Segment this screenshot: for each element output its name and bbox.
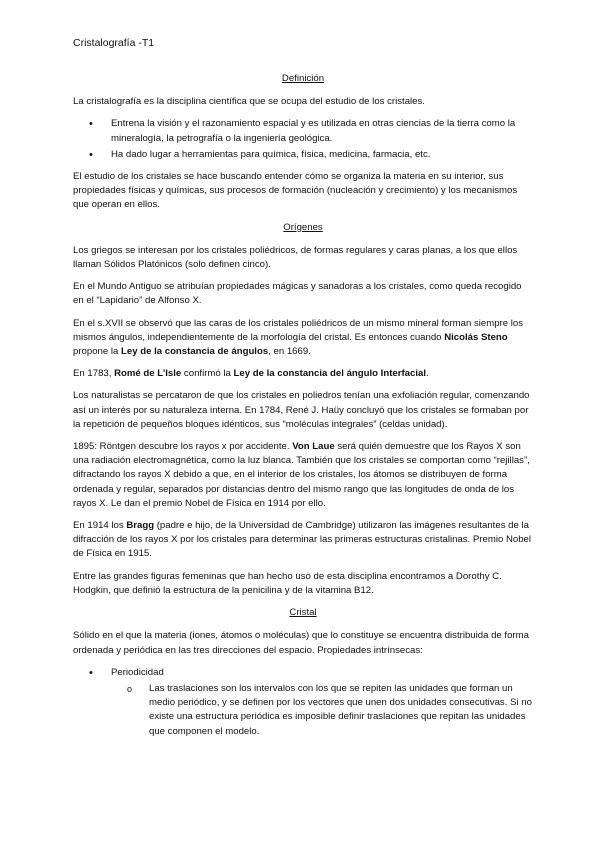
sub-list-item: o Las traslaciones son los intervalos con los que se repiten las unidades que forman un medio periódico, y se definen por los vectores que unen dos unidades consecutivas. Si no existe una estructura periódica es imposible definir traslaciones que repitan las unidades que componen el modelo. xyxy=(149,682,533,739)
paragraph: Entre las grandes figuras femeninas que han hecho uso de esta disciplina encontramos a Dorothy C. Hodgkin, que definió la estructura de la penicilina y de la vitamina B12. xyxy=(73,570,502,596)
bold-text: Von Laue xyxy=(292,441,335,453)
paragraph xyxy=(73,440,533,511)
text-run: En 1783, xyxy=(73,368,115,380)
text-run: propone la xyxy=(73,346,122,358)
sub-list xyxy=(111,682,533,739)
text-run: confirmó la xyxy=(181,368,234,380)
list-item: • Ha dado lugar a herramientas para química, física, medicina, farmacia, etc. xyxy=(111,148,533,162)
paragraph xyxy=(73,317,533,360)
bold-text: Romé de L’Isle xyxy=(114,368,182,380)
text-run: , en 1669. xyxy=(268,346,311,358)
paragraph: En el Mundo Antiguo se atribuían propiedades mágicas y sanadoras a los cristales, como queda recogido en el “Lapidario” de Alfonso X. xyxy=(73,281,522,307)
paragraph: Los griegos se interesan por los cristales poliédricos, de formas regulares y caras planas, a los que ellos llaman Sólidos Platónicos (solo definen cinco). xyxy=(73,244,518,271)
document-header-title: Cristalografía -T1 xyxy=(73,37,155,49)
list-item xyxy=(111,666,533,739)
section-heading-definicion: Definición xyxy=(281,73,325,84)
paragraph: Sólido en el que la materia (iones, átomos o moléculas) que lo constituye se encuentra distribuida de forma ordenada y periódica en las tres direcciones del espacio. Propiedades intrínsecas: xyxy=(73,630,529,656)
list-item: • Entrena la visión y el razonamiento espacial y es utilizada en otras ciencias de la tierra como la mineralogía, la petrografía o la ingeniería geológica. xyxy=(111,117,533,145)
text-run: . xyxy=(426,368,429,380)
bold-text: Nicolás Steno xyxy=(444,331,508,343)
section-heading-cristal: Cristal xyxy=(289,607,317,619)
paragraph: Los naturalistas se percataron de que los cristales en poliedros tenían una exfoliación regular, comenzando así un interés por su naturaleza interna. En 1784, René J. Haüy concluyó que los cristales se formaban por la repetición de pequeños bloques idénticos, sus “moléculas integrales” (celdas unidad). xyxy=(73,390,530,430)
document-body xyxy=(73,72,533,747)
paragraph xyxy=(73,367,533,381)
section-heading-origenes: Orígenes xyxy=(283,221,323,233)
text-run: 1895: Röntgen descubre los rayos x por accidente. xyxy=(73,441,293,453)
list-item-label: Periodicidad xyxy=(111,666,164,678)
text-run: será quién demuestre que los Rayos X son una radiación electromagnética, como la luz blanca. También que los cristales se comportan como “rejillas”, difractando los rayos X debido a que, en el interior de los cristales, los átomos se distribuyen de forma ordenada y regular, separados por distancias dentro del mismo rango que las longitudes de onda de los rayos X. Le dan el premio Nobel de Física en 1914 por ello. xyxy=(73,441,530,509)
bullet-list xyxy=(73,666,533,739)
text-run: (padre e hijo, de la Universidad de Cambridge) utilizaron las imágenes resultantes de la difracción de los rayos X por los cristales para determinar las primeras estructuras cristalinas. Premio Nobel de Física en 1915. xyxy=(73,520,532,560)
text-run: En 1914 los xyxy=(73,520,127,532)
paragraph: El estudio de los cristales se hace buscando entender cómo se organiza la materia en su interior, sus propiedades físicas y químicas, sus procesos de formación (nucleación y crecimiento) y los mecanismos que operan en ellos. xyxy=(73,171,518,211)
paragraph: La cristalografía es la disciplina científica que se ocupa del estudio de los cristales. xyxy=(73,96,425,108)
bold-text: Bragg xyxy=(126,520,155,532)
bold-text: Ley de la constancia del ángulo Interfacial xyxy=(233,368,426,380)
bullet-list xyxy=(73,117,533,162)
paragraph xyxy=(73,519,533,562)
bold-text: Ley de la constancia de ángulos xyxy=(121,346,269,358)
text-run: En el s.XVII se observó que las caras de los cristales poliédricos de un mismo mineral forman siempre los mismos ángulos, independientemente de la morfología del cristal. Es entonces cuando xyxy=(73,317,524,343)
